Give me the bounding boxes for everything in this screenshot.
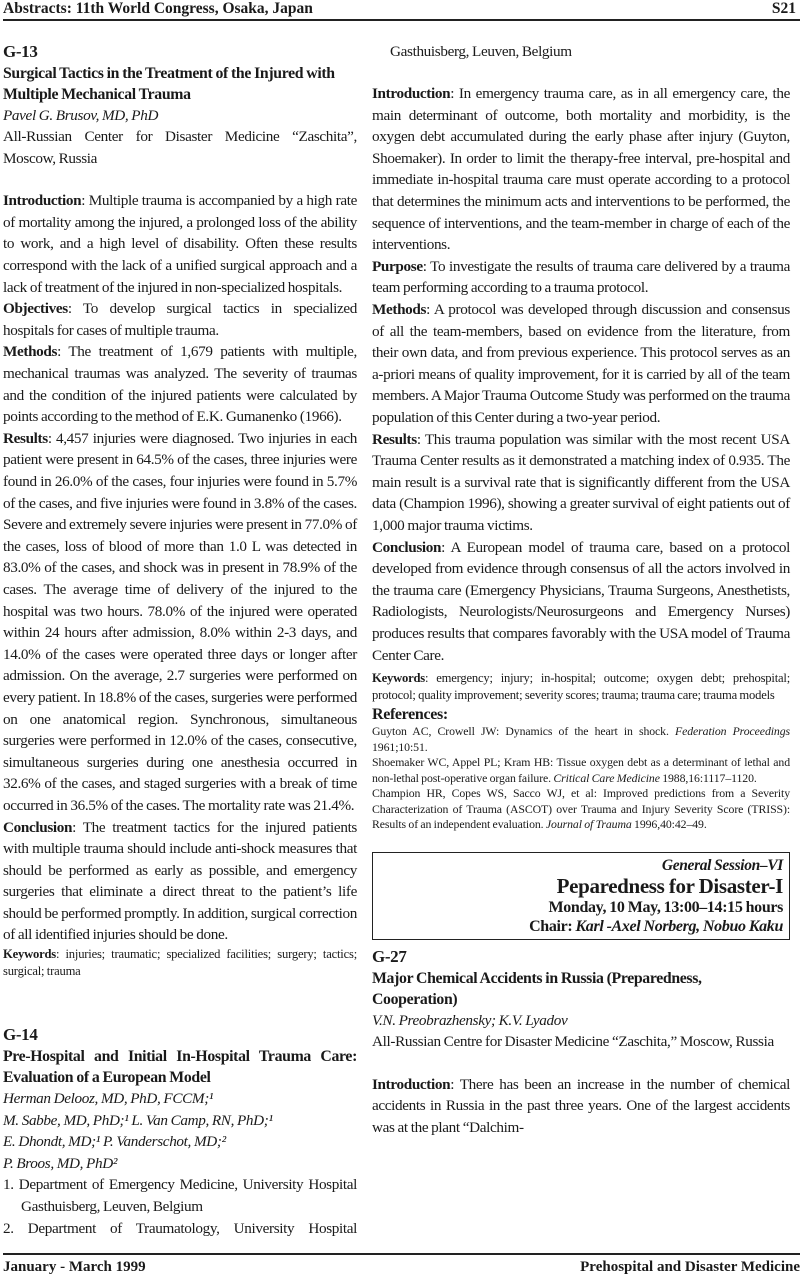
section-conclusion: Conclusion: A European model of trauma care, based on a protocol developed from evidence through consensus of all the actors involved in the trauma care (Emergency Physicians, Trauma Surgeons, Anesthetists, Radiologists, Neurologists/Neurosurgeons and Emergency Nurses) produces results that compares favorably with the USA model of Trauma Center Care.: [372, 538, 790, 664]
session-chairs: Chair: Karl -Axel Norberg, Nobuo Kaku: [529, 917, 783, 935]
abstract-id: G-14: [3, 1025, 38, 1045]
section-introduction: Introduction: There has been an increase in the number of chemical accidents in Russia in the past three years. One of the largest accidents was at the plant “Dalchim-: [372, 1075, 790, 1136]
section-results: Results: This trauma population was similar with the most recent USA Trauma Center results as it demonstrated a matching index of 0.935. The main result is a survival rate that is significantly different from the USA data (Champion 1996), showing a greater survival of eight patients out of 1,000 major trauma victims.: [372, 430, 790, 534]
section-conclusion: Conclusion: The treatment tactics for the injured patients with multiple trauma should include anti-shock measures that should be performed as early as possible, and emergency surgeries that eliminate a direct threat to the patient’s life should be performed promptly. In addition, surgical correction of all identified injuries should be done.: [3, 818, 357, 944]
abstract-authors: V.N. Preobrazhensky; K.V. Lyadov: [372, 1011, 568, 1029]
abstract-affiliation: All-Russian Center for Disaster Medicine “Zaschita”, Moscow, Russia: [3, 128, 357, 167]
section-results: Results: 4,457 injuries were diagnosed. Two injuries in each patient were present in 64.5% of the cases, three injuries were found in 26.0% of the cases, four injuries were found in 5.7% of the cases, and five injuries were found in 3.8% of the cases. Severe and extremely severe injuries were present in 77.0% of the cases, loss of blood of more than 1.0 L was detected in 83.0% of the cases, and shock was in present in 78.9% of the cases. The average time of delivery of the injured to the hospital was two hours. 78.0% of the injured were operated within 24 hours after admission, 8.0% within 2-3 days, and 14.0% of the cases were operated three days or longer after admission. On the average, 2.7 surgeries were performed on every patient. In 18.8% of the cases, surgeries were performed on one anatomical region. Synchronous, simultaneous surgeries were performed in 12.0% of the cases, consecutive, simultaneous surgeries during one anesthesia occurred in 32.6% of the cases, and staged surgeries with a break of time occurred in 36.5% of the cases. The mortality rate was 21.4%.: [3, 429, 357, 814]
footer-issue: January - March 1999: [3, 1258, 146, 1275]
header-title: Abstracts: 11th World Congress, Osaka, Japan: [3, 0, 313, 17]
abstract-title: Pre-Hospital and Initial In-Hospital Trauma Care: Evaluation of a European Model: [3, 1048, 357, 1087]
abstract-g14: [3, 1024, 357, 1239]
session-title: Peparedness for Disaster-I: [556, 873, 783, 898]
footer-rule: [3, 1253, 800, 1255]
author-line: Herman Delooz, MD, PhD, FCCM;¹: [3, 1090, 214, 1108]
affiliation-2: 2. Department of Traumatology, University Hospital: [3, 1219, 357, 1237]
affiliation-1: 1. Department of Emergency Medicine, University Hospital Gasthuisberg, Leuven, Belgium: [3, 1176, 357, 1216]
section-introduction: Introduction: In emergency trauma care, as in all emergency care, the main determinant of outcome, both mortality and morbidity, is the oxygen debt accumulated during the early phase after injury (Guyton, Shoemaker). In order to limit the therapy-free interval, pre-hospital and immediate in-hospital trauma care must operate according to a protocol that determines the minimum acts and interventions to be performed, the sequence of interventions, and the team-member in charge of each of the interventions.: [372, 85, 790, 254]
section-purpose: Purpose: To investigate the results of trauma care delivered by a trauma team performing according to a trauma protocol.: [372, 257, 790, 297]
keywords: Keywords: emergency; injury; in-hospital; outcome; oxygen debt; prehospital; protocol; quality improvement; severity scores; trauma; trauma care; trauma models: [372, 671, 790, 703]
abstract-affiliation: All-Russian Centre for Disaster Medicine “Zaschita,” Moscow, Russia: [372, 1033, 774, 1051]
abstract-authors: Pavel G. Brusov, MD, PhD: [3, 106, 159, 124]
author-line: P. Broos, MD, PhD²: [3, 1154, 118, 1172]
abstract-id: G-13: [3, 41, 38, 61]
left-column: [3, 41, 357, 1240]
page-number: S21: [771, 0, 796, 17]
running-header: [3, 0, 796, 19]
running-footer: [3, 1258, 800, 1276]
reference-item: Shoemaker WC, Appel PL; Kram HB: Tissue oxygen debt as a determinant of lethal and non-lethal post-operative organ failure. Critical Care Medicine 1988,16:1117–1120.: [372, 755, 790, 785]
abstract-g27: [372, 946, 790, 1139]
affiliation-2-continued: Gasthuisberg, Leuven, Belgium: [390, 42, 572, 60]
abstract-id: G-27: [372, 946, 407, 966]
reference-item: Champion HR, Copes WS, Sacco WJ, et al: Improved predictions from a Severity Characterization of Trauma (ASCOT) over Trauma and Injury Severity Score (TRISS): Results of an independent evaluation. Journal of Trauma 1996,40:42–49.: [372, 786, 790, 832]
abstract-title: Surgical Tactics in the Treatment of the Injured with Multiple Mechanical Trauma: [3, 64, 335, 103]
keywords: Keywords: injuries; traumatic; specialized facilities; surgery; tactics; surgical; trauma: [3, 947, 357, 979]
section-objectives: Objectives: To develop surgical tactics in specialized hospitals for cases of multiple trauma.: [3, 300, 357, 339]
author-line: E. Dhondt, MD;¹ P. Vanderschot, MD;²: [3, 1133, 226, 1151]
abstract-title: Major Chemical Accidents in Russia (Preparedness, Cooperation): [372, 969, 702, 1008]
session-datetime: Monday, 10 May, 13:00–14:15 hours: [548, 898, 783, 916]
section-methods: Methods: A protocol was developed through discussion and consensus of all the team-members, based on evidence from the literature, from their own data, and from previous experience. This protocol serves as an a-priori means of quality improvement, for it is carried by all of the team members. A Major Trauma Outcome Study was performed on the trauma population of this Center during a two-year period.: [372, 301, 790, 426]
session-box: [372, 852, 790, 940]
right-column: [372, 41, 790, 1139]
footer-journal: Prehospital and Disaster Medicine: [580, 1258, 800, 1275]
references-heading: References:: [372, 706, 448, 724]
author-line: M. Sabbe, MD, PhD;¹ L. Van Camp, RN, PhD;¹: [3, 1111, 273, 1129]
session-name: General Session–VI: [661, 856, 783, 874]
page-body: [0, 21, 800, 1254]
abstract-g13: [3, 41, 357, 981]
section-introduction: Introduction: Multiple trauma is accompanied by a high rate of mortality among the injured, a prolonged loss of the ability to work, and a high level of disability. Often these results correspond with the lack of a unified surgical approach and a lack of treatment of the injured in non-specialized hospitals.: [3, 192, 357, 296]
section-methods: Methods: The treatment of 1,679 patients with multiple, mechanical traumas was analyzed. The severity of traumas and the condition of the injured patients were calculated by points according to the method of E.K. Gumanenko (1966).: [3, 343, 357, 426]
reference-item: Guyton AC, Crowell JW: Dynamics of the heart in shock. Federation Proceedings 1961;10:51.: [372, 724, 791, 754]
